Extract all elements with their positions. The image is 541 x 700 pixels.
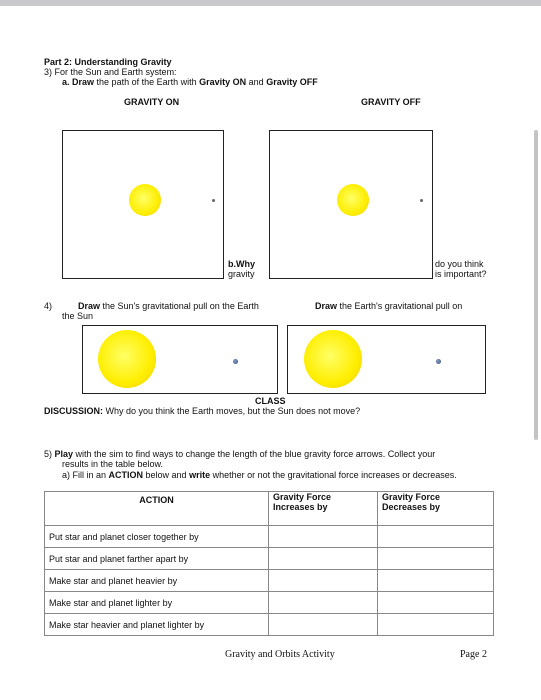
do-you-think-1: do you think [435,259,484,269]
scrollbar[interactable] [534,130,538,440]
gravity-on-box[interactable] [62,130,224,279]
do-you-think-2: is important? [435,269,487,279]
earth-icon [233,359,238,364]
table-cell-decreases[interactable] [378,526,494,548]
table-cell-action: Put star and planet closer together by [45,526,269,548]
discussion [44,406,360,416]
q5-play-text: with the sim to find ways to change the length of the blue gravity force arrows. Collect your [73,449,436,459]
gravity-on-label: GRAVITY ON [124,97,180,107]
q4-draw-left: Draw [78,301,101,311]
part-title: Part 2: Understanding Gravity [44,57,172,67]
sun-icon [98,330,156,388]
table-header-decreases [378,492,494,526]
table-cell-action: Make star and planet heavier by [45,570,269,592]
table-cell-decreases[interactable] [378,614,494,636]
table-cell-increases[interactable] [269,614,378,636]
header-increases-1: Gravity Force [273,492,332,502]
sun-pull-box[interactable] [82,325,278,394]
header-decreases-1: Gravity Force [382,492,441,502]
results-table [44,491,494,636]
table-cell-action: Make star heavier and planet lighter by [45,614,269,636]
q3a-text2: and [246,77,267,87]
table-row [45,526,494,548]
b-why-text: gravity [228,269,255,279]
page-number: Page 2 [460,649,487,660]
q5a-text3: whether or not the gravitational force increases or decreases. [210,470,457,480]
question-4-right [315,301,462,311]
header-decreases-2: Decreases by [382,502,441,512]
table-cell-decreases[interactable] [378,548,494,570]
table-header-action: ACTION [45,492,269,526]
q5a-write: write [189,470,211,480]
do-you-think-label [435,259,487,279]
sun-icon [129,184,161,216]
gravity-off-label: GRAVITY OFF [361,97,421,107]
table-header-increases [269,492,378,526]
question-3: 3) For the Sun and Earth system: [44,67,177,77]
table-cell-decreases[interactable] [378,570,494,592]
header-increases-2: Increases by [273,502,328,512]
top-bar [0,0,541,6]
question-4-number: 4) [44,301,53,311]
earth-icon [436,359,441,364]
sun-icon [304,330,362,388]
sun-icon [337,184,369,216]
question-3a [62,77,318,87]
question-5-line2: results in the table below. [62,459,164,469]
table-row [45,548,494,570]
b-why-bold: b.Why [228,259,255,269]
question-4-left-cont: the Sun [62,311,94,321]
q5-play: Play [54,449,74,459]
gravity-off-box[interactable] [269,130,433,279]
q5-number: 5) [44,449,53,459]
table-cell-increases[interactable] [269,592,378,614]
q3a-gravity-off: Gravity OFF [266,77,318,87]
q4-draw-right: Draw [315,301,338,311]
table-cell-action: Put star and planet farther apart by [45,548,269,570]
footer-title: Gravity and Orbits Activity [225,649,335,660]
q5a-text1: a) Fill in an [62,470,109,480]
q3a-text1: the path of the Earth with [94,77,200,87]
question-4-left [78,301,259,311]
table-row [45,570,494,592]
table-header-row [45,492,494,526]
question-5 [44,449,435,459]
q3a-draw: Draw [72,77,95,87]
table-cell-increases[interactable] [269,526,378,548]
q3a-gravity-on: Gravity ON [199,77,247,87]
table-row [45,592,494,614]
discussion-text: Why do you think the Earth moves, but the Sun does not move? [103,406,361,416]
q4-left-text: the Sun's gravitational pull on the Earth [100,301,259,311]
discussion-bold: DISCUSSION: [44,406,104,416]
q4-right-text: the Earth's gravitational pull on [337,301,463,311]
table-cell-action: Make star and planet lighter by [45,592,269,614]
earth-icon [420,199,423,202]
b-why-label [228,259,255,279]
earth-pull-box[interactable] [287,325,486,394]
q5a-action: ACTION [108,470,144,480]
question-5a [62,470,457,480]
table-cell-increases[interactable] [269,548,378,570]
table-cell-increases[interactable] [269,570,378,592]
earth-icon [212,199,215,202]
table-row [45,614,494,636]
q3a-prefix: a. [62,77,70,87]
class-label: CLASS [255,396,286,406]
q5a-text2: below and [143,470,190,480]
table-cell-decreases[interactable] [378,592,494,614]
